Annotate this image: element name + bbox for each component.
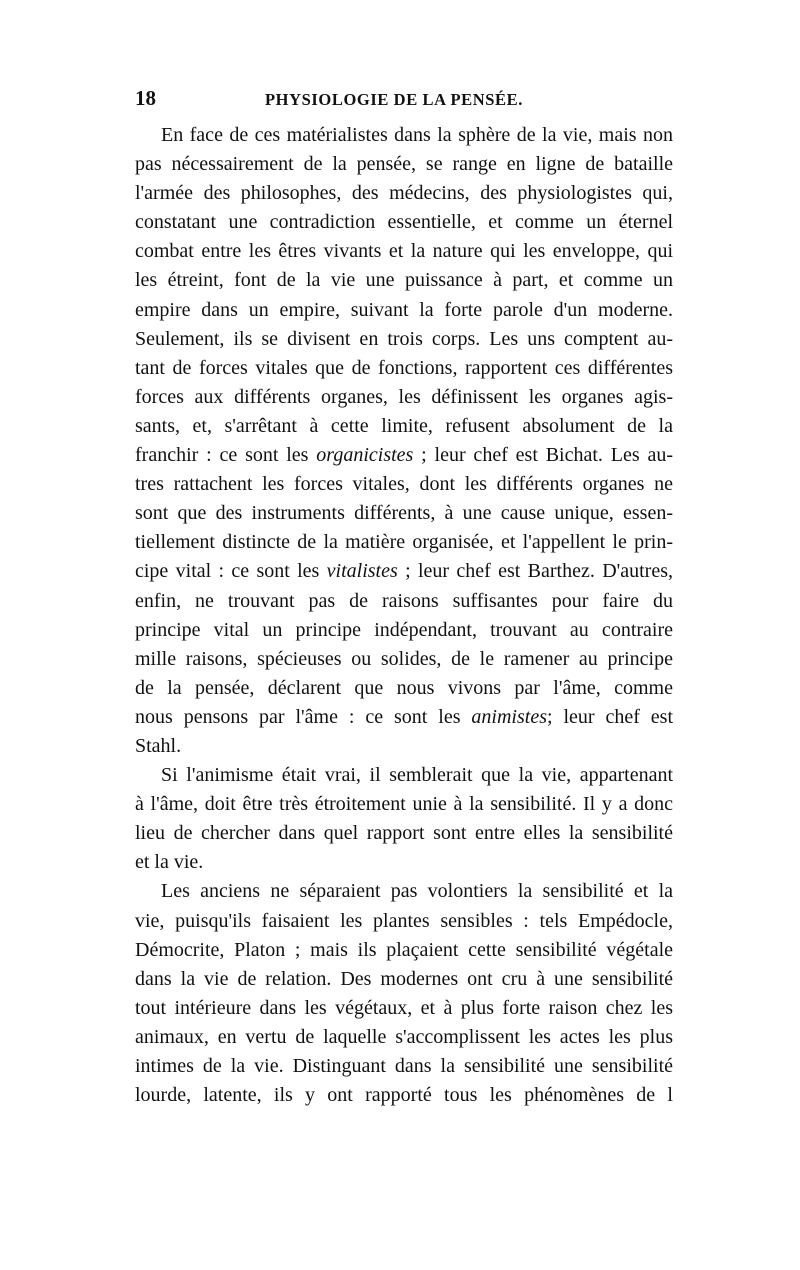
line-text: ; leur chef est Barthez. D'autres, <box>397 560 673 583</box>
text-line <box>135 557 673 586</box>
italic-term: organicistes <box>316 444 414 467</box>
text-line: empire dans un empire, suivant la forte parole d'un moderne. <box>135 298 673 321</box>
text-line: vie, puisqu'ils faisaient les plantes sensibles : tels Empédocle, <box>135 909 673 932</box>
page-header <box>135 86 673 116</box>
text-line: mille raisons, spécieuses ou solides, de le ramener au principe <box>135 647 673 670</box>
text-line: pas nécessairement de la pensée, se range en ligne de bataille <box>135 153 673 176</box>
paragraph <box>135 761 673 877</box>
text-line: les étreint, font de la vie une puissance à part, et comme un <box>135 269 673 292</box>
text-line: sants, et, s'arrêtant à cette limite, refusent absolument de la <box>135 414 673 437</box>
text-line <box>135 441 673 470</box>
line-text: nous pensons par l'âme : ce sont les <box>135 705 472 728</box>
text-line: forces aux différents organes, les définissent les organes agis- <box>135 385 673 408</box>
text-line <box>135 703 673 732</box>
line-text: ; leur chef est <box>546 705 674 728</box>
italic-term: animistes <box>471 705 547 728</box>
text-line: dans la vie de relation. Des modernes ont cru à une sensibilité <box>135 967 673 990</box>
text-line: Seulement, ils se divisent en trois corps. Les uns comptent au- <box>135 327 673 350</box>
text-line: Stahl. <box>135 734 182 757</box>
text-line: enfin, ne trouvant pas de raisons suffisantes pour faire du <box>135 589 673 612</box>
text-line: tres rattachent les forces vitales, dont les différents organes ne <box>135 473 673 496</box>
text-line: de la pensée, déclarent que nous vivons par l'âme, comme <box>135 676 673 699</box>
text-line: Les anciens ne séparaient pas volontiers la sensibilité et la <box>161 880 673 903</box>
text-line: Démocrite, Platon ; mais ils plaçaient cette sensibilité végétale <box>135 938 673 961</box>
text-line: combat entre les êtres vivants et la nature qui les enveloppe, qui <box>135 240 673 263</box>
text-line: intimes de la vie. Distinguant dans la sensibilité une sensibilité <box>135 1055 673 1077</box>
body-text <box>135 121 673 1110</box>
line-text: franchir : ce sont les <box>135 444 317 467</box>
text-line: En face de ces matérialistes dans la sphère de la vie, mais non <box>161 124 673 146</box>
paragraph <box>135 121 673 761</box>
text-line: tout intérieure dans les végétaux, et à plus forte raison chez les <box>135 996 673 1019</box>
text-line: lieu de chercher dans quel rapport sont entre elles la sensibilité <box>135 822 673 845</box>
text-line: tiellement distincte de la matière organisée, et l'appellent le prin- <box>135 531 673 554</box>
text-line: Si l'animisme était vrai, il semblerait que la vie, appartenant <box>161 764 673 787</box>
page-number: 18 <box>135 86 156 110</box>
text-line: lourde, latente, ils y ont rapporté tous les phénomènes de l <box>135 1084 673 1107</box>
text-line: sont que des instruments différents, à une cause unique, essen- <box>135 502 673 525</box>
text-line: l'armée des philosophes, des médecins, des physiologistes qui, <box>135 182 673 205</box>
line-text: cipe vital : ce sont les <box>135 560 327 583</box>
text-line: principe vital un principe indépendant, trouvant au contraire <box>135 618 673 641</box>
text-line: constatant une contradiction essentielle, et comme un éternel <box>135 211 673 234</box>
italic-term: vitalistes <box>326 560 398 583</box>
text-line: et la vie. <box>135 851 204 874</box>
line-text: ; leur chef est Bichat. Les au- <box>413 444 673 467</box>
text-line: animaux, en vertu de laquelle s'accomplissent les actes les plus <box>135 1025 673 1048</box>
paragraph <box>135 877 673 1110</box>
text-line: à l'âme, doit être très étroitement unie à la sensibilité. Il y a donc <box>135 793 673 816</box>
text-line: tant de forces vitales que de fonctions, rapportent ces différentes <box>135 356 673 379</box>
running-title: PHYSIOLOGIE DE LA PENSÉE. <box>265 90 523 109</box>
